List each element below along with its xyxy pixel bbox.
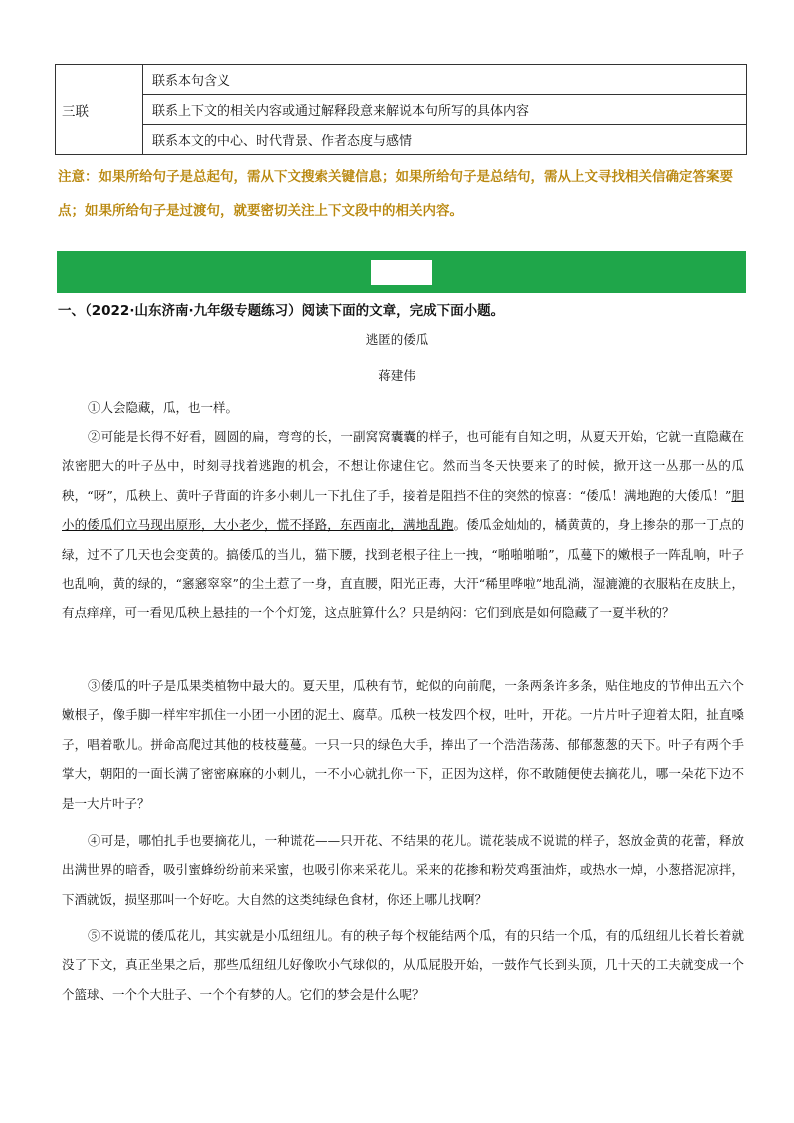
paragraph-2-text-a: ②可能是长得不好看，圆圆的扁，弯弯的长，一副窝窝囊囊的样子，也可能有自知之明，从夏天开始，它就一直隐藏在浓密肥大的叶子丛中，时刻寻找着逃跑的机会，不想让你逮住它。然而当冬天快要来了的时候，掀开这一丛那一丛的瓜秧，“呀”，瓜秧上、黄叶子背面的许多小刺儿一下扎住了手，接着是阻挡不住的突然的惊喜：“倭瓜！满地跑的大倭瓜！” [62, 429, 744, 503]
paragraph-3: ③倭瓜的叶子是瓜果类植物中最大的。夏天里，瓜秧有节，蛇似的向前爬，一条两条许多条，贴住地皮的节伸出五六个嫩根子，像手脚一样牢牢抓住一小团一小团的泥土、腐草。瓜秧一枝发四个杈，吐叶，开花。一片片叶子迎着太阳，扯直嗓子，唱着歌儿。拼命高爬过其他的枝枝蔓蔓。一只一只的绿色大手，捧出了一个浩浩荡荡、郁郁葱葱的天下。叶子有两个手掌大，朝阳的一面长满了密密麻麻的小刺儿，一不小心就扎你一下，正因为这样，你不敢随便使去摘花儿，哪一朵花下边不是一大片叶子？ [62, 678, 744, 811]
paragraph-2-text-b: 。倭瓜金灿灿的，橘黄黄的，身上掺杂的那一丁点的绿，过不了几天也会变黄的。搞倭瓜的当儿，猫下腰，找到老根子往上一拽，“啪啪啪啪”，瓜蔓下的嫩根子一阵乱响，叶子也乱响，黄的绿的，“窸窸窣窣”的尘土惹了一身，直直腰，阳光正毒，大汗“稀里哗啦”地乱淌，湿漉漉的衣服粘在皮肤上，有点痒痒，可一看见瓜秧上悬挂的一个个灯笼，这点脏算什么？只是纳闷：它们到底是如何隐藏了一夏半秋的？ [62, 517, 744, 621]
section-banner-label-box [371, 260, 432, 285]
article-title: 逃匿的倭瓜 [365, 332, 429, 347]
table-row [56, 65, 747, 95]
table-cell: 联系本句含义 [143, 65, 747, 95]
table-cell: 联系上下文的相关内容或通过解释段意来解说本句所写的具体内容 [143, 95, 747, 125]
table-row [56, 125, 747, 155]
table-cell: 联系本文的中心、时代背景、作者态度与感情 [143, 125, 747, 155]
paragraph-1: ①人会隐藏，瓜，也一样。 [88, 400, 239, 415]
paragraph-2 [62, 422, 744, 628]
article-author: 蒋建伟 [378, 368, 416, 383]
table-row [56, 95, 747, 125]
paragraph-5: ⑤不说谎的倭瓜花儿，其实就是小瓜纽纽儿。有的秧子每个杈能结两个瓜，有的只结一个瓜，有的瓜纽纽儿长着长着就没了下文，真正坐果之后，那些瓜纽纽儿好像吹小气球似的，从瓜屁股开始，一鼓作气长到头顶，几十天的工夫就变成一个个篮球、一个个大肚子、一个个有梦的人。它们的梦会是什么呢？ [62, 928, 744, 1002]
paragraph-4: ④可是，哪怕扎手也要摘花儿，一种谎花——只开花、不结果的花儿。谎花装成不说谎的样子，怒放金黄的花蕾，释放出满世界的暗香，吸引蜜蜂纷纷前来采蜜，也吸引你来采花儿。采来的花掺和粉芡鸡蛋油炸，或热水一焯，小葱搭泥凉拌，下酒就饭，损坚那叫一个好吃。大自然的这类纯绿色食材，你还上哪儿找啊？ [62, 833, 744, 907]
note-text: 注意：如果所给句子是总起句，需从下文搜索关键信息；如果所给句子是总结句，需从上文寻找相关信确定答案要点；如果所给句子是过渡句，就要密切关注上下文段中的相关内容。 [58, 169, 733, 219]
paragraph-2-underlined: 胆小的倭瓜们立马现出原形，大小老少，慌不择路，东西南北，满地乱跑 [62, 487, 744, 533]
method-table [55, 64, 747, 155]
table-row-header: 三联 [56, 65, 143, 155]
section-banner [57, 251, 746, 293]
question-heading: 一、（2022·山东济南·九年级专题练习）阅读下面的文章，完成下面小题。 [58, 303, 505, 319]
